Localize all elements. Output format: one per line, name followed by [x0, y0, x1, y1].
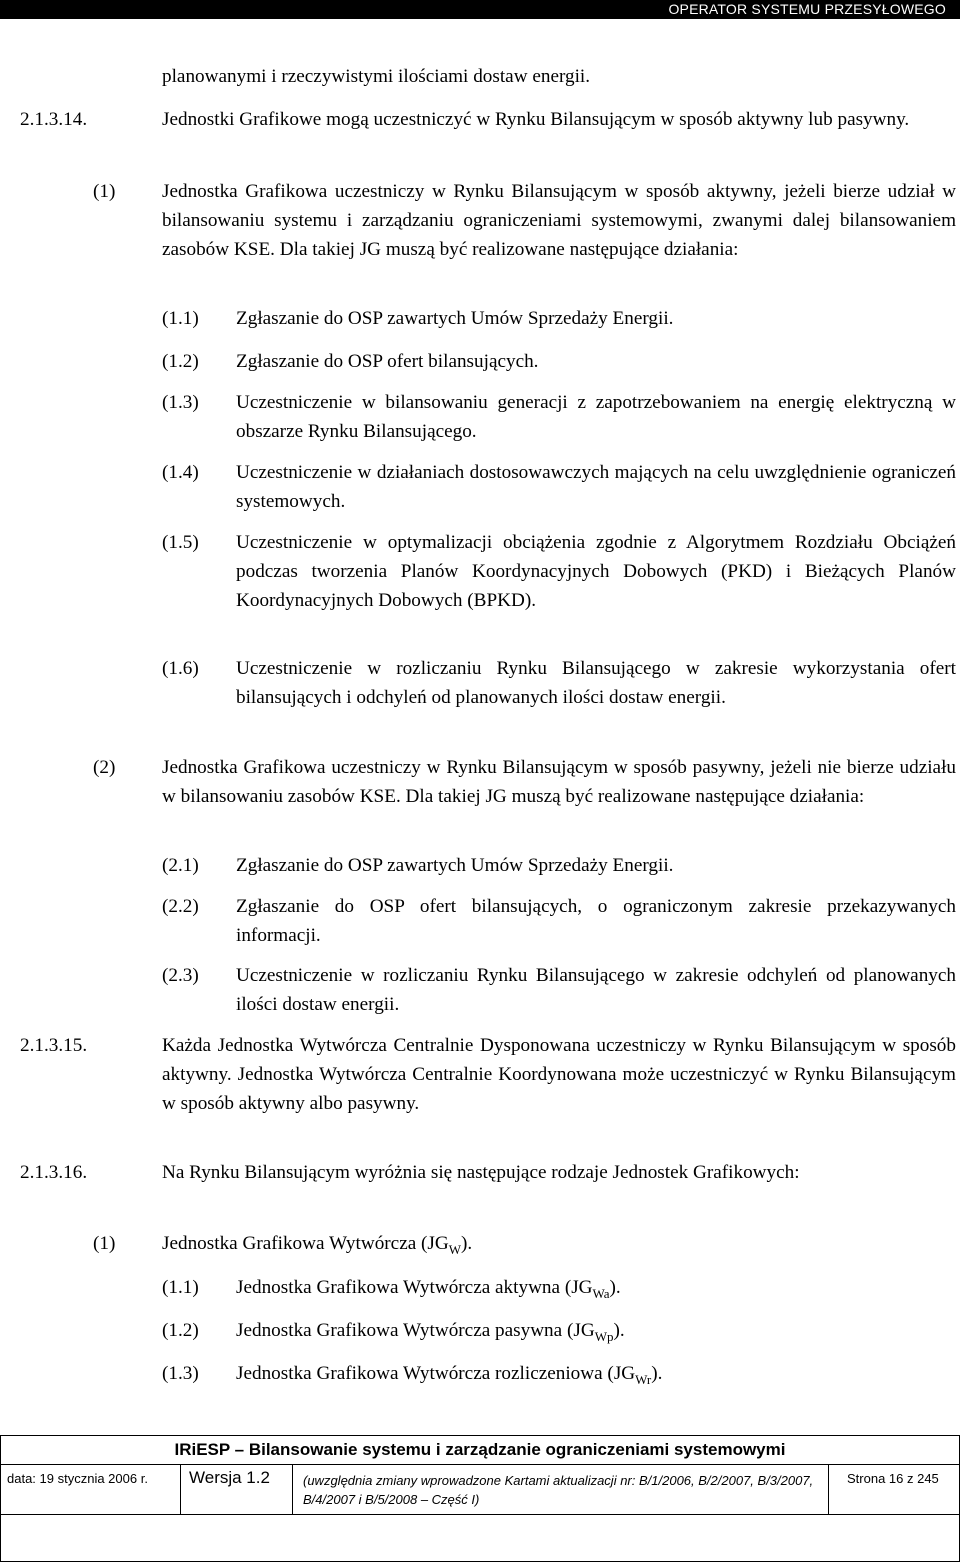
- item-number: (1.2): [162, 351, 199, 372]
- item-text: Uczestniczenie w optymalizacji obciążenia zgodnie z Algorytmem Rozdziału Obciążeń podczas tworzenia Planów Koordynacyjnych Dobowych (PKD) i Bieżących Planów Koordynacyjnych Dobowych (BPKD).: [236, 532, 956, 611]
- item-number: (2.3): [162, 965, 199, 986]
- item-number: (1.3): [162, 392, 199, 413]
- section-number: 2.1.3.16.: [20, 1162, 88, 1183]
- item-text: Uczestniczenie w działaniach dostosowawczych mających na celu uwzględnienie ograniczeń systemowych.: [236, 462, 956, 512]
- item-number: (1.6): [162, 658, 199, 679]
- item-number: (1.1): [162, 1277, 199, 1298]
- item-number: (2.1): [162, 855, 199, 876]
- paragraph-number: (1): [93, 181, 116, 202]
- item-text: Jednostka Grafikowa Wytwórcza rozliczeniowa $(JG_{Wr})$.: [236, 1363, 663, 1387]
- footer-page-number: Strona 16 z 245: [847, 1471, 939, 1486]
- paragraph-text: Jednostka Grafikowa uczestniczy w Rynku Bilansującym w sposób aktywny, jeżeli bierze udział w bilansowaniu systemu i zarządzaniu ograniczeniami systemowymi, zwanymi dalej bilansowaniem zasobów KSE. Dla takiej JG muszą być realizowane następujące działania:: [162, 181, 956, 260]
- item-number: (2.2): [162, 896, 199, 917]
- footer-version: Wersja 1.2: [181, 1465, 293, 1514]
- item-number: (1.5): [162, 532, 199, 553]
- item-number: (1.1): [162, 308, 199, 329]
- footer-changes: (uwzględnia zmiany wprowadzone Kartami aktualizacji nr: B/1/2006, B/2/2007, B/3/2007, B/4/2007 i B/5/2008 – Część I): [293, 1465, 829, 1514]
- item-text: Uczestniczenie w rozliczaniu Rynku Bilansującego w zakresie odchyleń od planowanych ilości dostaw energii.: [236, 965, 956, 1015]
- paragraph-number: (2): [93, 757, 116, 778]
- item-text: Zgłaszanie do OSP ofert bilansujących, o ograniczonym zakresie przekazywanych informacji.: [236, 896, 956, 946]
- paragraph-text: Jednostka Grafikowa Wytwórcza $(JG_W)$.: [162, 1233, 473, 1257]
- item-text: Jednostka Grafikowa Wytwórcza aktywna $(JG_{Wa})$.: [236, 1277, 621, 1301]
- footer-info-row: [1, 1465, 959, 1515]
- item-number: (1.3): [162, 1363, 199, 1384]
- item-text: Zgłaszanie do OSP zawartych Umów Sprzedaży Energii.: [236, 308, 674, 329]
- footer-date: data: 19 stycznia 2006 r.: [1, 1465, 181, 1514]
- item-text: Uczestniczenie w rozliczaniu Rynku Bilansującego w zakresie wykorzystania ofert bilansujących i odchyleń od planowanych ilości dostaw energii.: [236, 658, 956, 708]
- paragraph-text: Jednostka Grafikowa uczestniczy w Rynku Bilansującym w sposób pasywny, jeżeli nie bierze udziału w bilansowaniu zasobów KSE. Dla takiej JG muszą być realizowane następujące działania:: [162, 757, 956, 807]
- item-text: Zgłaszanie do OSP ofert bilansujących.: [236, 351, 539, 372]
- item-number: (1.4): [162, 462, 199, 483]
- item-text: Zgłaszanie do OSP zawartych Umów Sprzedaży Energii.: [236, 855, 674, 876]
- header-title: OPERATOR SYSTEMU PRZESYŁOWEGO: [668, 1, 946, 17]
- section-text: Każda Jednostka Wytwórcza Centralnie Dysponowana uczestniczy w Rynku Bilansującym w sposób aktywny. Jednostka Wytwórcza Centralnie Koordynowana może uczestniczyć w Rynku Bilansującym w sposób aktywny albo pasywny.: [162, 1035, 956, 1114]
- section-number: 2.1.3.14.: [20, 109, 88, 130]
- section-text: Na Rynku Bilansującym wyróżnia się następujące rodzaje Jednostek Grafikowych:: [162, 1162, 800, 1183]
- item-number: (1.2): [162, 1320, 199, 1341]
- page-footer: [0, 1435, 960, 1562]
- item-text: Uczestniczenie w bilansowaniu generacji z zapotrzebowaniem na energię elektryczną w obszarze Rynku Bilansującego.: [236, 392, 956, 442]
- section-number: 2.1.3.15.: [20, 1035, 88, 1056]
- section-text: Jednostki Grafikowe mogą uczestniczyć w Rynku Bilansującym w sposób aktywny lub pasywny.: [162, 109, 910, 130]
- footer-title: IRiESP – Bilansowanie systemu i zarządzanie ograniczeniami systemowymi: [1, 1436, 959, 1465]
- continuation-line: planowanymi i rzeczywistymi ilościami dostaw energii.: [162, 66, 591, 87]
- item-text: Jednostka Grafikowa Wytwórcza pasywna $(JG_{Wp})$.: [236, 1320, 625, 1344]
- page-header-bar: [0, 0, 960, 19]
- paragraph-number: (1): [93, 1233, 116, 1254]
